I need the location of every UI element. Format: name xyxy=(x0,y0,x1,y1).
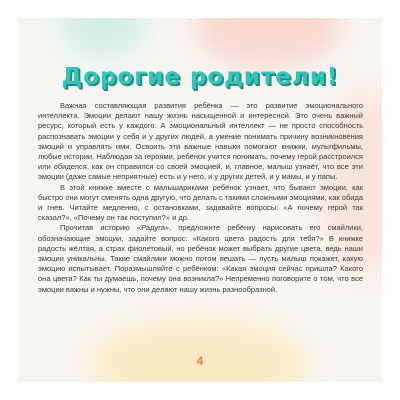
page-title: Дорогие родители! xyxy=(61,64,339,90)
paragraph-2: В этой книжке вместе с малышариками ребёнок узнает, что бывают эмоции, как быстро они могут сменять одна другую, что делать с такими сложными эмоциями, как обида и гнев. Читайте медленно, с остановками, задавайте вопросы: «А почему герой так сказал?», «Почему он так поступил?» и др. xyxy=(38,182,363,223)
decorative-pink-blob xyxy=(193,18,343,68)
decorative-green-blob xyxy=(58,18,148,58)
paragraph-1: Важная составляющая развития ребёнка — это развитие эмоционального интеллекта. Эмоции делают нашу жизнь насыщенной и интересной. Это очень важный ресурс, который есть у каждого. А эмоциональный интеллект — не просто способность распознавать эмоции у себя и у других людей, а умение понимать причину возникновения эмоций и управлять ими. Освоить эти важные навыки помогают книжки, мультфильмы, любые истории. Наблюдая за героями, ребёнок учится понимать, почему герой расстроился или обиделся, как он справился со своей эмоцией, и, главное, малыш узнаёт, что все эти эмоции (даже самые неприятные) есть и у него, и у других детей, и у мамы, и у папы. xyxy=(38,101,363,182)
page-number: 4 xyxy=(196,354,204,368)
paragraph-3: Прочитав историю «Радуга», предложите ребёнку нарисовать его смайлики, обозначающие эмоции, задайте вопрос: «Какого цвета радость для тебя?» В книжке радость жёлтая, а страх фиолетовый, но ребёнок может выбрать другие цвета, ведь наши эмоции уникальны. Такие смайлики можно потом вешать — пусть малыш покажет, какую эмоцию испытывает. Поразмышляйте с ребёнком: «Какая эмоция сейчас пришла? Какого она цвета? Как ты думаешь, почему она возникла?» Непременно поговорите о том, что все эмоции важны и нужны, что они делают нашу жизнь разнообразной. xyxy=(38,223,363,294)
book-page xyxy=(18,18,382,382)
body-text xyxy=(38,101,363,295)
decorative-yellow-blob xyxy=(88,318,308,382)
